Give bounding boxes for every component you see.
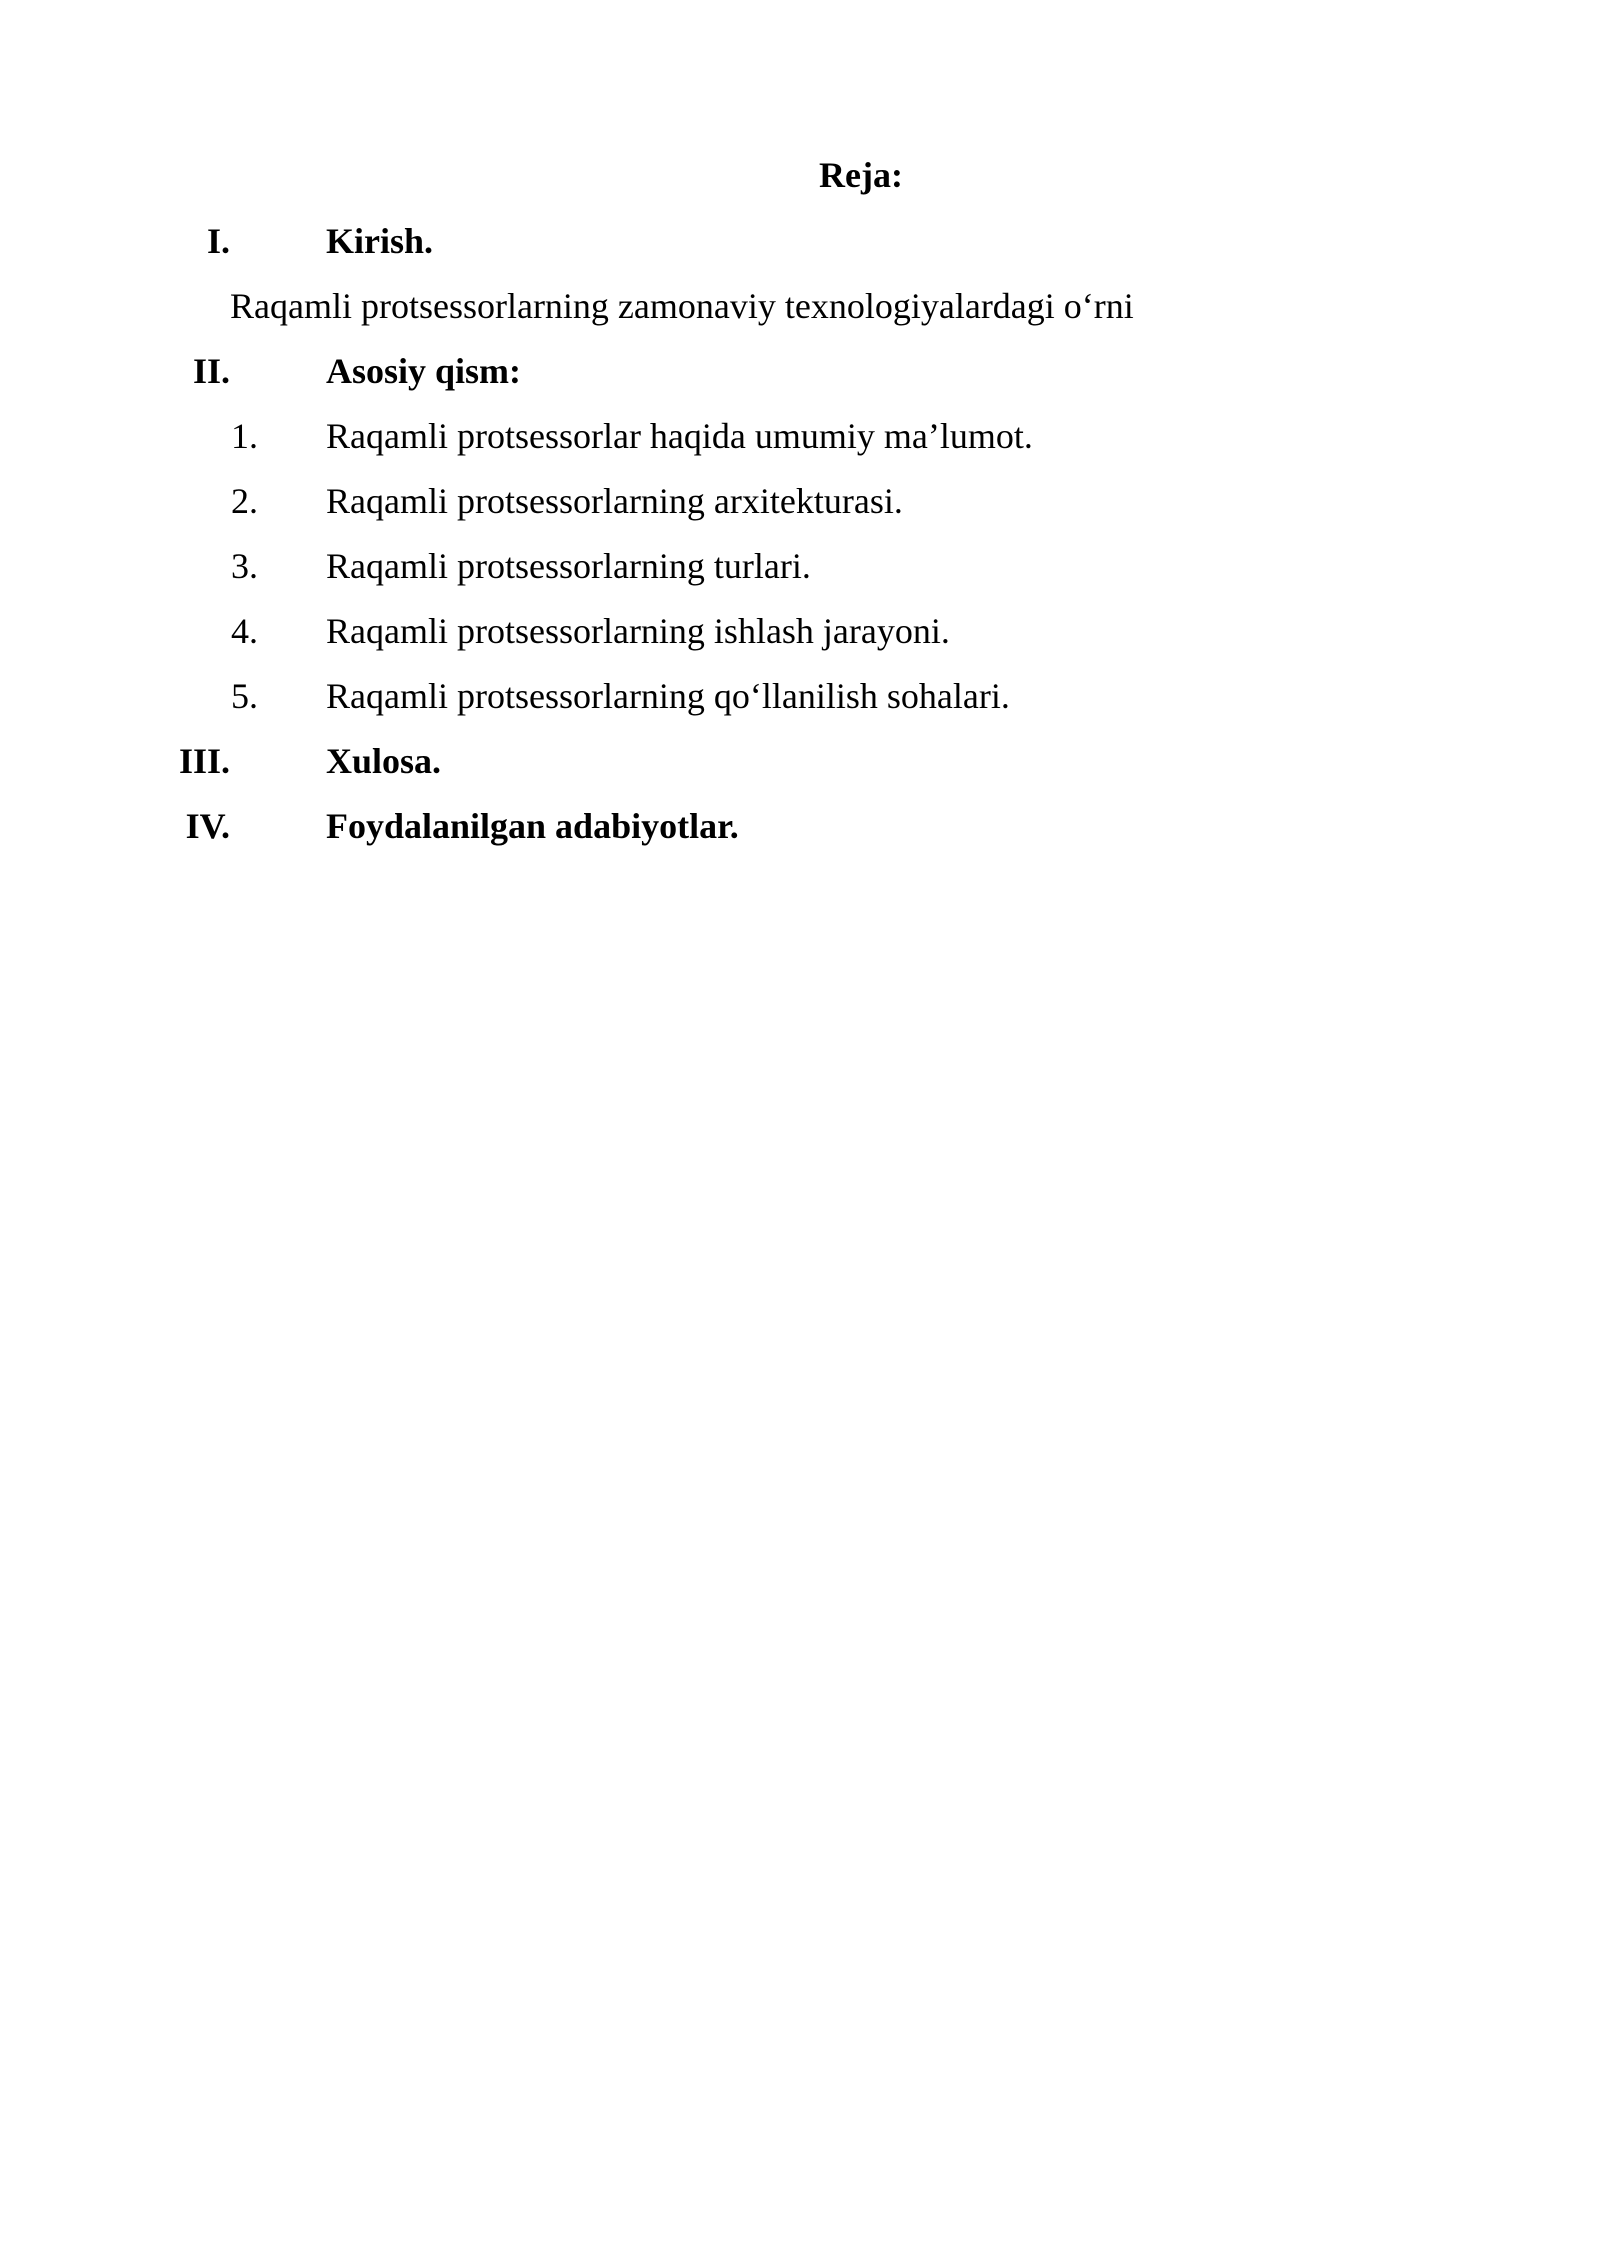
list-item: Raqamli protsessorlarning arxitekturasi. xyxy=(326,481,903,521)
section-heading: Kirish. xyxy=(326,221,434,261)
section-number: IV. xyxy=(185,806,230,846)
list-item: Raqamli protsessorlarning ishlash jarayoni. xyxy=(326,611,950,651)
list-item-number: 3. xyxy=(231,546,258,586)
list-item: Raqamli protsessorlarning qo‘llanilish sohalari. xyxy=(326,676,1010,716)
section-number: I. xyxy=(206,221,230,261)
intro-text: Raqamli protsessorlarning zamonaviy texnologiyalardagi o‘rni xyxy=(230,286,1134,326)
list-item: Raqamli protsessorlarning turlari. xyxy=(326,546,811,586)
section-number: III. xyxy=(178,741,230,781)
section-heading: Asosiy qism: xyxy=(326,351,522,391)
section-heading: Foydalanilgan adabiyotlar. xyxy=(326,806,739,846)
section-number: II. xyxy=(192,351,230,391)
list-item-number: 5. xyxy=(231,676,258,716)
page-title: Reja: xyxy=(819,155,903,195)
list-item-number: 2. xyxy=(231,481,258,521)
list-item-number: 4. xyxy=(231,611,258,651)
list-item: Raqamli protsessorlar haqida umumiy ma’lumot. xyxy=(326,416,1033,456)
section-heading: Xulosa. xyxy=(326,741,442,781)
list-item-number: 1. xyxy=(231,416,258,456)
